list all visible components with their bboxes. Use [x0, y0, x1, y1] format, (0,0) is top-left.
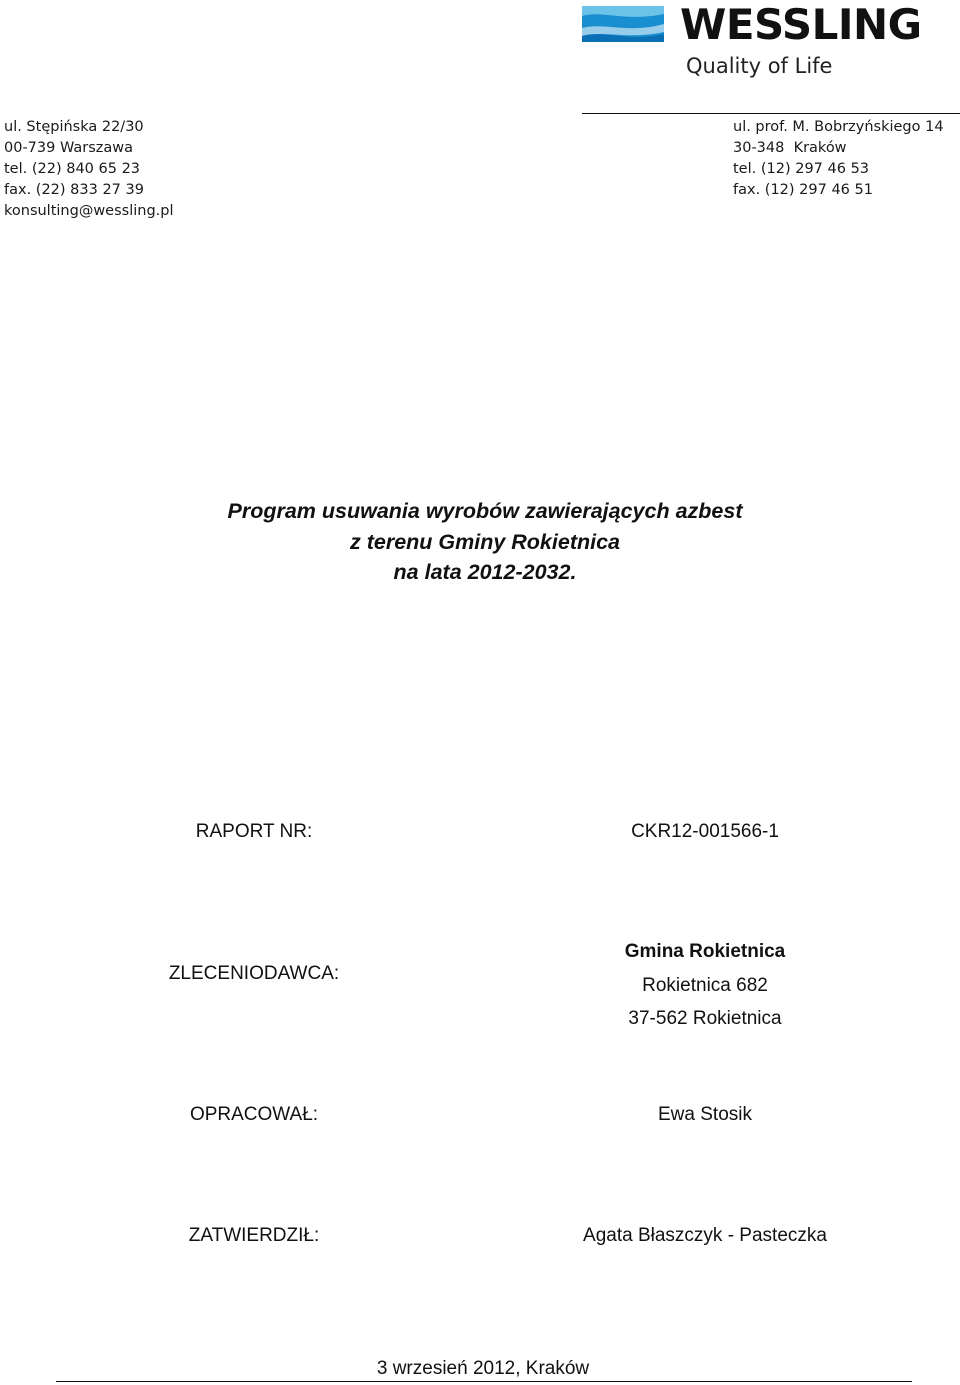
title-line-3: na lata 2012-2032. — [393, 560, 577, 584]
title-line-2: z terenu Gminy Rokietnica — [349, 529, 620, 554]
address-line: 30-348 Kraków — [733, 140, 847, 156]
email-link[interactable]: konsulting@wessling.pl — [4, 203, 174, 219]
address-line: fax. (12) 297 46 51 — [733, 182, 873, 198]
address-warszawa — [4, 117, 174, 222]
footer-divider — [56, 1381, 912, 1382]
client-name: Gmina Rokietnica — [624, 941, 786, 962]
author-value: Ewa Stosik — [658, 1104, 752, 1125]
address-line: tel. (22) 840 65 23 — [4, 161, 141, 177]
author-label: OPRACOWAŁ: — [189, 1104, 319, 1125]
address-line: ul. prof. M. Bobrzyńskiego 14 — [733, 119, 944, 135]
address-line: tel. (12) 297 46 53 — [733, 161, 870, 177]
approved-label: ZATWIERDZIŁ: — [188, 1225, 320, 1246]
client-city: 37-562 Rokietnica — [628, 1008, 782, 1029]
address-line: fax. (22) 833 27 39 — [4, 182, 144, 198]
client-label: ZLECENIODAWCA: — [168, 963, 340, 984]
address-line: 00-739 Warszawa — [4, 140, 134, 156]
header-divider — [582, 113, 960, 114]
client-street: Rokietnica 682 — [642, 974, 768, 996]
approved-value: Agata Błaszczyk - Pasteczka — [583, 1225, 827, 1246]
address-krakow — [733, 117, 944, 201]
address-line: ul. Stępińska 22/30 — [4, 119, 144, 135]
client-details — [505, 935, 905, 1036]
report-number-value: CKR12-001566-1 — [631, 821, 779, 842]
document-title — [0, 496, 960, 588]
wave-logo-icon — [580, 6, 680, 52]
title-line-1: Program usuwania wyrobów zawierających azbest — [227, 499, 743, 523]
footer-date-place: 3 wrzesień 2012, Kraków — [376, 1358, 590, 1379]
logo-wordmark: WESSLING — [680, 0, 922, 49]
report-number-label: RAPORT NR: — [195, 821, 313, 842]
logo-tagline: Quality of Life — [686, 54, 833, 78]
